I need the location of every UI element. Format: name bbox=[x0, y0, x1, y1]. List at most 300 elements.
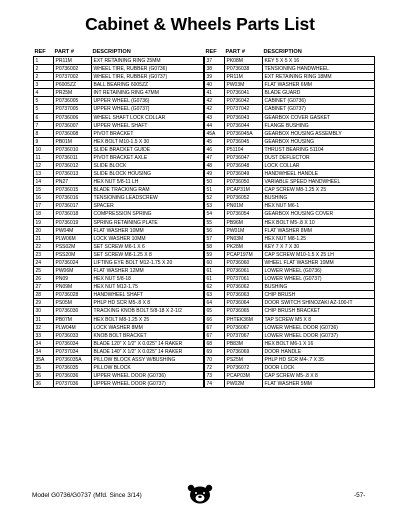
table-row bbox=[34, 275, 204, 283]
ref-cell: 16 bbox=[34, 194, 54, 202]
description-cell: BUSHING bbox=[263, 194, 375, 202]
description-cell: HEX BOLT M10-1.5 X 30 bbox=[92, 138, 204, 146]
description-cell: EXT RETAINING RING 18MM bbox=[263, 73, 375, 81]
part-number-cell: P0736048 bbox=[225, 162, 263, 170]
ref-cell: 44 bbox=[205, 122, 225, 130]
ref-cell: 48 bbox=[205, 162, 225, 170]
description-cell: HEX NUT 5/8-18 bbox=[92, 275, 204, 283]
part-number-cell: PS25M bbox=[225, 356, 263, 364]
parts-grid-right bbox=[204, 56, 375, 388]
part-number-cell: PB96M bbox=[225, 219, 263, 227]
description-cell: SET SCREW M8-1.25 X 8 bbox=[92, 251, 204, 259]
description-cell: LIFTING EYE BOLT M12-1.75 X 20 bbox=[92, 259, 204, 267]
part-number-cell: P0736010 bbox=[54, 146, 92, 154]
description-cell: FLAT WASHER 5MM bbox=[263, 380, 375, 388]
ref-header: REF bbox=[205, 49, 217, 55]
description-cell: GEARBOX HOUSING bbox=[263, 138, 375, 146]
description-cell: CAP SCREW M10-1.5 X 25 LH bbox=[263, 251, 375, 259]
part-number-cell: P6005ZZ bbox=[54, 81, 92, 89]
ref-cell: 8 bbox=[34, 130, 54, 138]
ref-cell: 22 bbox=[34, 243, 54, 251]
table-row bbox=[205, 162, 375, 170]
ref-cell: 52 bbox=[205, 194, 225, 202]
table-row bbox=[34, 243, 204, 251]
ref-cell: 41 bbox=[205, 89, 225, 97]
part-number-cell: P0737042 bbox=[225, 105, 263, 113]
ref-cell: 21 bbox=[34, 235, 54, 243]
description-cell: GEARBOX HOUSING ASSEMBLY bbox=[263, 130, 375, 138]
ref-cell: 53 bbox=[205, 202, 225, 210]
part-number-cell: P0737061 bbox=[225, 275, 263, 283]
part-number-cell: P0736042 bbox=[225, 97, 263, 105]
part-number-cell: P0736065 bbox=[225, 307, 263, 315]
part-header: PART # bbox=[54, 49, 74, 55]
table-row bbox=[205, 114, 375, 122]
description-cell: PHLP HD SCR M4-.7 X 35 bbox=[263, 356, 375, 364]
ref-cell: 24 bbox=[34, 259, 54, 267]
table-row bbox=[205, 235, 375, 243]
description-cell: PHLP HD SCR M5-.8 X 8 bbox=[92, 299, 204, 307]
description-cell: SLIDE BRACKET GUIDE bbox=[92, 146, 204, 154]
description-cell: FLAT WASHER 6MM bbox=[263, 81, 375, 89]
part-number-cell: P0736035A bbox=[54, 356, 92, 364]
ref-cell: 5 bbox=[34, 97, 54, 105]
ref-cell: 6 bbox=[34, 114, 54, 122]
table-row bbox=[34, 267, 204, 275]
table-row bbox=[34, 130, 204, 138]
part-number-cell: PCAP31M bbox=[225, 186, 263, 194]
description-cell: INT RETAINING RING 47MM bbox=[92, 89, 204, 97]
description-cell: CAP SCREW M8-1.25 X 25 bbox=[263, 186, 375, 194]
part-number-cell: P0736018 bbox=[54, 210, 92, 218]
table-row bbox=[34, 138, 204, 146]
description-cell: BLADE 140" X 1/2" X 0.025" 14 RAKER bbox=[92, 348, 204, 356]
description-cell: VARIABLE SPEED HANDWHEEL bbox=[263, 178, 375, 186]
table-row bbox=[205, 178, 375, 186]
part-number-cell: P0736024 bbox=[54, 259, 92, 267]
table-row bbox=[34, 65, 204, 73]
ref-cell: 25 bbox=[34, 267, 54, 275]
part-number-cell: P0736017 bbox=[54, 202, 92, 210]
table-row bbox=[205, 170, 375, 178]
description-cell: LOCK WASHER 8MM bbox=[92, 324, 204, 332]
ref-cell: 58 bbox=[205, 243, 225, 251]
table-row bbox=[205, 243, 375, 251]
part-number-cell: P0736052 bbox=[225, 194, 263, 202]
description-cell: EXT RETAINING RING 25MM bbox=[92, 57, 204, 65]
ref-cell: 31 bbox=[34, 316, 54, 324]
part-number-cell: P0736054 bbox=[225, 210, 263, 218]
table-row bbox=[205, 57, 375, 65]
description-cell: HEX NUT M8-1.25 bbox=[263, 235, 375, 243]
table-row bbox=[34, 307, 204, 315]
table-row bbox=[34, 235, 204, 243]
part-number-cell: P0736067 bbox=[225, 324, 263, 332]
part-number-cell: PK08M bbox=[225, 57, 263, 65]
part-number-cell: P0736041 bbox=[225, 89, 263, 97]
part-number-cell: P0736006 bbox=[54, 114, 92, 122]
part-number-cell: P0736060 bbox=[225, 259, 263, 267]
ref-cell: 39 bbox=[205, 73, 225, 81]
table-row bbox=[34, 251, 204, 259]
part-number-cell: PB07M bbox=[54, 316, 92, 324]
table-row bbox=[205, 299, 375, 307]
table-row bbox=[34, 97, 204, 105]
parts-table-left bbox=[33, 48, 204, 388]
ref-cell: 2 bbox=[34, 73, 54, 81]
table-row bbox=[34, 146, 204, 154]
part-number-cell: P0736011 bbox=[54, 154, 92, 162]
description-cell: KNOB BOLT BRACKET bbox=[92, 332, 204, 340]
part-number-cell: P0736015 bbox=[54, 186, 92, 194]
ref-cell: 72 bbox=[205, 364, 225, 372]
description-cell: FLAT WASHER 12MM bbox=[92, 267, 204, 275]
table-row bbox=[205, 89, 375, 97]
part-number-cell: PW02M bbox=[225, 380, 263, 388]
description-cell: CAP SCREW M5-.8 X 8 bbox=[263, 372, 375, 380]
table-row bbox=[205, 202, 375, 210]
table-row bbox=[205, 73, 375, 81]
part-number-cell: PN03M bbox=[225, 235, 263, 243]
table-header bbox=[204, 48, 375, 56]
ref-cell: 10 bbox=[34, 146, 54, 154]
table-row bbox=[205, 356, 375, 364]
part-number-cell: PN27 bbox=[54, 178, 92, 186]
part-number-cell: P0736012 bbox=[54, 162, 92, 170]
description-cell: LOWER WHEEL (G0737) bbox=[263, 275, 375, 283]
description-cell: HEX BOLT M5-.8 X 10 bbox=[263, 219, 375, 227]
table-row bbox=[34, 194, 204, 202]
ref-cell: 18 bbox=[34, 210, 54, 218]
part-number-cell: P0736043 bbox=[225, 114, 263, 122]
table-row bbox=[205, 65, 375, 73]
description-header: DESCRIPTION bbox=[92, 49, 131, 55]
table-row bbox=[34, 348, 204, 356]
part-number-cell: PW04M bbox=[54, 227, 92, 235]
description-cell: CHIP BRUSH BRACKET bbox=[263, 307, 375, 315]
part-number-cell: P0736047 bbox=[225, 154, 263, 162]
table-row bbox=[205, 97, 375, 105]
description-cell: HANDWHEEL HANDLE bbox=[263, 170, 375, 178]
table-row bbox=[205, 267, 375, 275]
description-cell: PIVOT BRACKET AXLE bbox=[92, 154, 204, 162]
description-cell: WHEEL TIRE, RUBBER (G0737) bbox=[92, 73, 204, 81]
table-row bbox=[205, 219, 375, 227]
part-number-cell: P0736038 bbox=[225, 65, 263, 73]
ref-cell: 55 bbox=[205, 219, 225, 227]
ref-cell: 27 bbox=[34, 283, 54, 291]
description-cell: HEX NUT M6-1 bbox=[263, 202, 375, 210]
description-cell: FLANGE BUSHING bbox=[263, 122, 375, 130]
table-row bbox=[205, 138, 375, 146]
ref-cell: 74 bbox=[205, 380, 225, 388]
description-cell: TENSIONING LEADSCREW bbox=[92, 194, 204, 202]
ref-cell: 28 bbox=[34, 291, 54, 299]
table-row bbox=[34, 57, 204, 65]
table-row bbox=[34, 178, 204, 186]
description-cell: COMPRESSION SPRING bbox=[92, 210, 204, 218]
part-number-cell: PLW06M bbox=[54, 235, 92, 243]
table-row bbox=[34, 332, 204, 340]
description-cell: BLADE 120" X 1/2" X 0.025" 14 RAKER bbox=[92, 340, 204, 348]
table-row bbox=[34, 299, 204, 307]
ref-cell: 64 bbox=[205, 299, 225, 307]
description-cell: GEARBOX HOUSING COVER bbox=[263, 210, 375, 218]
part-number-cell: PS05M bbox=[54, 299, 92, 307]
description-cell: BALL BEARING 6005ZZ bbox=[92, 81, 204, 89]
part-number-cell: P0736061 bbox=[225, 267, 263, 275]
footer-model: Model G0736/G0737 (Mfd. Since 3/14) bbox=[32, 492, 142, 499]
table-row bbox=[205, 227, 375, 235]
part-number-cell: PW03M bbox=[225, 81, 263, 89]
description-cell: DOOR SWITCH SHINOZAKI AZ-100-IT bbox=[263, 299, 375, 307]
description-cell: UPPER WHEEL DOOR (G0736) bbox=[92, 372, 204, 380]
description-cell: WHEEL SHAFT LOCK COLLAR bbox=[92, 114, 204, 122]
part-number-cell: P0736034 bbox=[54, 340, 92, 348]
description-cell: FLAT WASHER 10MM bbox=[92, 227, 204, 235]
description-cell: HANDWHEEL SHAFT bbox=[92, 291, 204, 299]
table-row bbox=[205, 210, 375, 218]
table-row bbox=[34, 154, 204, 162]
description-cell: HEX NUT 5/8-11 LH bbox=[92, 178, 204, 186]
part-number-cell: PHTEK36M bbox=[225, 316, 263, 324]
ref-cell: 7 bbox=[34, 122, 54, 130]
ref-cell: 30 bbox=[34, 307, 54, 315]
table-row bbox=[34, 170, 204, 178]
table-row bbox=[205, 154, 375, 162]
ref-cell: 42 bbox=[205, 97, 225, 105]
ref-cell: 70 bbox=[205, 356, 225, 364]
ref-cell: 23 bbox=[34, 251, 54, 259]
table-row bbox=[34, 162, 204, 170]
part-number-cell: P0736030 bbox=[54, 307, 92, 315]
description-cell: BLADE GUARD bbox=[263, 89, 375, 97]
part-header: PART # bbox=[225, 49, 245, 55]
description-cell: TENSIONING HANDWHEEL bbox=[263, 65, 375, 73]
part-number-cell: PCAP197M bbox=[225, 251, 263, 259]
description-cell: SPRING RETAINING PLATE bbox=[92, 219, 204, 227]
ref-cell: 50 bbox=[205, 178, 225, 186]
table-row bbox=[34, 259, 204, 267]
description-cell: KEY 5 X 5 X 16 bbox=[263, 57, 375, 65]
ref-cell: 63 bbox=[205, 291, 225, 299]
ref-cell: 56 bbox=[205, 227, 225, 235]
part-number-cell: PN01M bbox=[225, 202, 263, 210]
ref-cell: 51 bbox=[205, 186, 225, 194]
table-row bbox=[34, 89, 204, 97]
table-row bbox=[34, 210, 204, 218]
ref-cell: 26 bbox=[34, 275, 54, 283]
parts-table-right bbox=[204, 48, 375, 388]
part-number-cell: P0737002 bbox=[54, 73, 92, 81]
table-row bbox=[205, 259, 375, 267]
table-row bbox=[205, 372, 375, 380]
part-number-cell: P0736044 bbox=[225, 122, 263, 130]
part-number-cell: P0736033 bbox=[54, 332, 92, 340]
ref-cell: 17 bbox=[34, 202, 54, 210]
ref-cell: 61 bbox=[205, 267, 225, 275]
part-number-cell: P0737067 bbox=[225, 332, 263, 340]
table-row bbox=[205, 251, 375, 259]
ref-cell: 46 bbox=[205, 146, 225, 154]
ref-cell: 3 bbox=[34, 81, 54, 89]
description-cell: FLAT WASHER 8MM bbox=[263, 227, 375, 235]
part-number-cell: P0737005 bbox=[54, 105, 92, 113]
ref-cell: 61 bbox=[205, 275, 225, 283]
ref-cell: 45A bbox=[205, 130, 225, 138]
part-number-cell: P0736007 bbox=[54, 122, 92, 130]
ref-cell: 57 bbox=[205, 235, 225, 243]
table-row bbox=[34, 372, 204, 380]
table-row bbox=[205, 81, 375, 89]
ref-cell: 49 bbox=[205, 170, 225, 178]
table-row bbox=[34, 122, 204, 130]
ref-cell: 40 bbox=[205, 81, 225, 89]
page-number: -57- bbox=[354, 492, 366, 499]
description-cell: PILLOW BLOCK bbox=[92, 364, 204, 372]
ref-cell: 4 bbox=[34, 89, 54, 97]
part-number-cell: PW06M bbox=[54, 267, 92, 275]
ref-cell: 65 bbox=[205, 307, 225, 315]
table-row bbox=[205, 380, 375, 388]
part-number-cell: PCAP03M bbox=[225, 372, 263, 380]
part-number-cell: P0736005 bbox=[54, 97, 92, 105]
description-cell: UPPER WHEEL DOOR (G0737) bbox=[92, 380, 204, 388]
description-cell: HEX BOLT M8-1.25 X 25 bbox=[92, 316, 204, 324]
table-row bbox=[34, 105, 204, 113]
part-number-cell: PSS02M bbox=[54, 243, 92, 251]
table-row bbox=[205, 332, 375, 340]
ref-cell: 35 bbox=[34, 364, 54, 372]
ref-cell: 45 bbox=[205, 138, 225, 146]
table-row bbox=[205, 348, 375, 356]
ref-cell: 11 bbox=[34, 154, 54, 162]
part-number-cell: PW01M bbox=[225, 227, 263, 235]
part-number-cell: PSS20M bbox=[54, 251, 92, 259]
description-cell: BUSHING bbox=[263, 283, 375, 291]
ref-cell: 29 bbox=[34, 299, 54, 307]
ref-cell: 62 bbox=[205, 283, 225, 291]
ref-cell: 2 bbox=[34, 65, 54, 73]
part-number-cell: P0736035 bbox=[54, 364, 92, 372]
part-number-cell: P0736016 bbox=[54, 194, 92, 202]
part-number-cell: P0736019 bbox=[54, 219, 92, 227]
part-number-cell: P0736028 bbox=[54, 291, 92, 299]
description-cell: HEX BOLT M6-1 X 16 bbox=[263, 340, 375, 348]
table-row bbox=[34, 283, 204, 291]
ref-cell: 1 bbox=[34, 57, 54, 65]
ref-cell: 19 bbox=[34, 219, 54, 227]
parts-grid-left bbox=[33, 56, 204, 388]
description-cell: TRACKING KNOB BOLT 5/8-18 X 2-1/2 bbox=[92, 307, 204, 315]
ref-header: REF bbox=[34, 49, 46, 55]
part-number-cell: PR11M bbox=[54, 57, 92, 65]
table-row bbox=[34, 202, 204, 210]
ref-cell: 66 bbox=[205, 316, 225, 324]
table-row bbox=[205, 283, 375, 291]
grizzly-bear-head-icon bbox=[186, 484, 214, 504]
part-number-cell: P0736013 bbox=[54, 170, 92, 178]
ref-cell: 47 bbox=[205, 154, 225, 162]
table-header bbox=[33, 48, 204, 56]
description-cell: DOOR LOCK bbox=[263, 364, 375, 372]
description-cell: SLIDE BLOCK bbox=[92, 162, 204, 170]
description-header: DESCRIPTION bbox=[263, 49, 302, 55]
table-row bbox=[34, 186, 204, 194]
ref-cell: 37 bbox=[205, 57, 225, 65]
ref-cell: 20 bbox=[34, 227, 54, 235]
description-cell: SET SCREW M6-1 X 6 bbox=[92, 243, 204, 251]
table-row bbox=[205, 194, 375, 202]
description-cell: LOCK WASHER 10MM bbox=[92, 235, 204, 243]
table-row bbox=[34, 219, 204, 227]
description-cell: CABINET (G0736) bbox=[263, 97, 375, 105]
table-row bbox=[34, 81, 204, 89]
part-number-cell: P0736002 bbox=[54, 65, 92, 73]
ref-cell: 15 bbox=[34, 186, 54, 194]
ref-cell: 36 bbox=[34, 372, 54, 380]
ref-cell: 73 bbox=[205, 372, 225, 380]
table-row bbox=[205, 146, 375, 154]
ref-cell: 67 bbox=[205, 332, 225, 340]
ref-cell: 32 bbox=[34, 324, 54, 332]
ref-cell: 60 bbox=[205, 259, 225, 267]
ref-cell: 34 bbox=[34, 340, 54, 348]
part-number-cell: P0736050 bbox=[225, 178, 263, 186]
ref-cell: 36 bbox=[34, 380, 54, 388]
table-row bbox=[34, 114, 204, 122]
description-cell: LOCK COLLAR bbox=[263, 162, 375, 170]
table-row bbox=[205, 130, 375, 138]
part-number-cell: PK28M bbox=[225, 243, 263, 251]
part-number-cell: P0736069 bbox=[225, 348, 263, 356]
ref-cell: 35A bbox=[34, 356, 54, 364]
part-number-cell: PR25M bbox=[54, 89, 92, 97]
part-number-cell: PN09 bbox=[54, 275, 92, 283]
page-title: Cabinet & Wheels Parts List bbox=[85, 14, 315, 34]
table-row bbox=[34, 364, 204, 372]
ref-cell: 13 bbox=[34, 170, 54, 178]
ref-cell: 9 bbox=[34, 138, 54, 146]
description-cell: UPPER WHEEL (G0736) bbox=[92, 97, 204, 105]
description-cell: SLIDE BLOCK HOUSING bbox=[92, 170, 204, 178]
ref-cell: 33 bbox=[34, 332, 54, 340]
table-row bbox=[205, 340, 375, 348]
ref-cell: 68 bbox=[205, 340, 225, 348]
ref-cell: 14 bbox=[34, 178, 54, 186]
part-number-cell: PB01M bbox=[54, 138, 92, 146]
description-cell: DUST DEFLECTOR bbox=[263, 154, 375, 162]
description-cell: HEX NUT M12-1.75 bbox=[92, 283, 204, 291]
part-number-cell: PN09M bbox=[54, 283, 92, 291]
part-number-cell: P51104 bbox=[225, 146, 263, 154]
part-number-cell: P0736049 bbox=[225, 170, 263, 178]
part-number-cell: PB83M bbox=[225, 340, 263, 348]
ref-cell: 5 bbox=[34, 105, 54, 113]
description-cell: LOWER WHEEL DOOR (G0736) bbox=[263, 324, 375, 332]
description-cell: PIVOT BRACKET bbox=[92, 130, 204, 138]
table-row bbox=[205, 291, 375, 299]
ref-cell: 34 bbox=[34, 348, 54, 356]
description-cell: SPACER bbox=[92, 202, 204, 210]
part-number-cell: P0736045 bbox=[225, 138, 263, 146]
part-number-cell: PR11M bbox=[225, 73, 263, 81]
table-row bbox=[34, 356, 204, 364]
part-number-cell: P0736045A bbox=[225, 130, 263, 138]
table-row bbox=[34, 380, 204, 388]
ref-cell: 12 bbox=[34, 162, 54, 170]
ref-cell: 42 bbox=[205, 105, 225, 113]
